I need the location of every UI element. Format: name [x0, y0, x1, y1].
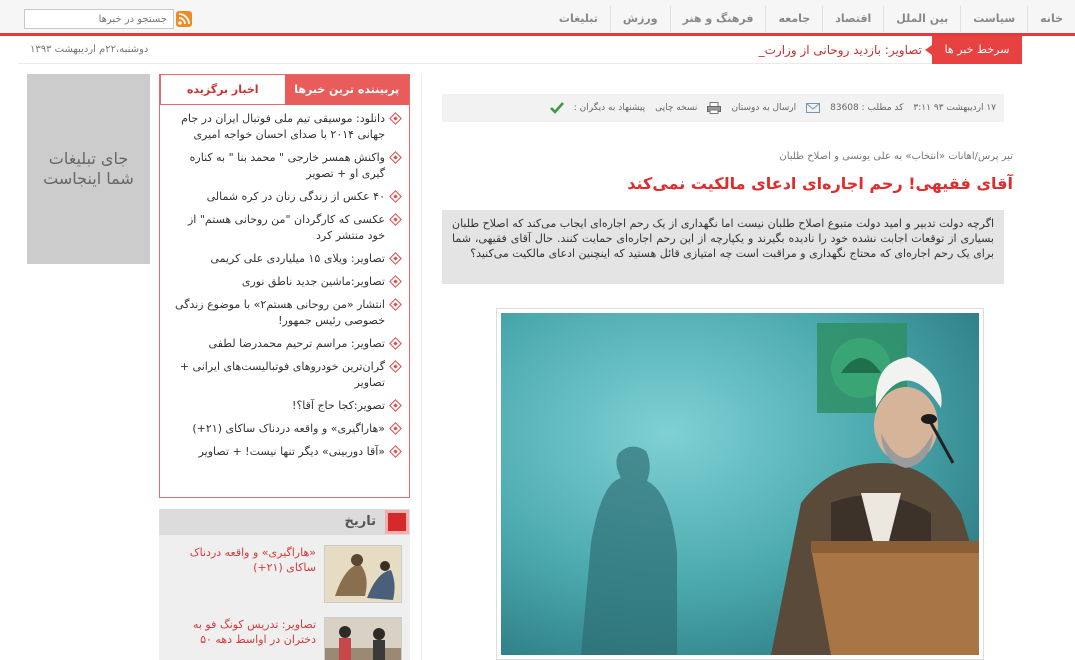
history-item[interactable]	[159, 545, 410, 609]
top-news-box	[159, 74, 410, 498]
list-item[interactable]	[168, 336, 401, 352]
rss-icon[interactable]	[176, 11, 192, 27]
article-code: کد مطلب : 83608	[830, 103, 904, 113]
ticker-headline[interactable]: تصاویر: بازدید روحانی از وزارت_	[758, 43, 922, 57]
news-item-title[interactable]: گران‌ترین خودروهای فوتبالیست‌های ایرانی + تصاویر	[179, 360, 385, 389]
article-datetime: ۱۷ اردیبهشت ۹۳ ۳:۱۱	[913, 103, 996, 113]
list-item[interactable]	[168, 444, 401, 460]
list-item[interactable]	[168, 398, 401, 414]
top-navigation-bar	[0, 0, 1075, 36]
diamond-bullet-icon	[389, 190, 402, 203]
news-item-title[interactable]: دانلود: موسیقی تیم ملی فوتبال ایران در جام جهانی ۲۰۱۴ با صدای احسان خواجه امیری	[181, 112, 385, 141]
nav-item-home[interactable]: خانه	[1027, 6, 1075, 32]
diamond-bullet-icon	[389, 298, 402, 311]
list-item[interactable]	[168, 274, 401, 290]
tab-most-viewed[interactable]: پربیننده ترین خبرها	[285, 75, 410, 105]
print-version-link[interactable]: نسخه چاپی	[655, 103, 698, 113]
main-menu	[547, 6, 1075, 32]
article-meta-bar	[442, 94, 1004, 122]
history-title: تاریخ	[344, 514, 376, 529]
nav-item-economy[interactable]: اقتصاد	[822, 6, 883, 32]
section-square-icon	[385, 510, 409, 534]
ad-placeholder[interactable]	[27, 74, 150, 264]
diamond-bullet-icon	[389, 252, 402, 265]
history-thumbnail[interactable]	[324, 545, 402, 603]
diamond-bullet-icon	[389, 399, 402, 412]
article-photo	[496, 308, 984, 660]
ad-text: جای تبلیغات شما اینجاست	[43, 149, 134, 188]
list-item[interactable]	[168, 359, 401, 391]
history-item[interactable]	[159, 617, 410, 660]
history-item-title[interactable]: تصاویر: تدریس کونگ فو به دختران در اواسط دهه ۵۰	[192, 618, 316, 646]
search-input[interactable]	[24, 9, 174, 29]
current-date: دوشنبه،۲۲م اردیبهشت ۱۳۹۳	[30, 44, 149, 55]
article-main	[421, 74, 1021, 660]
news-item-title[interactable]: «آقا دوربینی» دیگر تنها نیست! + تصاویر	[198, 445, 385, 458]
nav-item-culture[interactable]: فرهنگ و هنر	[670, 6, 766, 32]
news-tabs	[160, 75, 409, 105]
history-box	[159, 509, 410, 660]
checkmark-icon[interactable]	[550, 102, 564, 114]
list-item[interactable]	[168, 111, 401, 143]
history-header	[159, 509, 410, 535]
history-thumbnail[interactable]	[324, 617, 402, 660]
diamond-bullet-icon	[389, 275, 402, 288]
news-item-title[interactable]: ۴۰ عکس از زندگی زنان در کره شمالی	[206, 190, 385, 203]
news-item-title[interactable]: تصاویر:ماشین جدید ناطق نوری	[241, 275, 385, 288]
tab-featured[interactable]: اخبار برگزیده	[160, 75, 285, 105]
news-item-title[interactable]: تصاویر: مراسم ترحیم محمدرضا لطفی	[208, 337, 385, 350]
nav-item-society[interactable]: جامعه	[765, 6, 822, 32]
news-list	[160, 105, 409, 460]
suggest-label: پیشنهاد به دیگران :	[573, 103, 646, 113]
ticker-badge: سرخط خبر ها	[932, 36, 1022, 64]
diamond-bullet-icon	[389, 337, 402, 350]
nav-item-ads[interactable]: تبلیغات	[558, 12, 598, 25]
news-ticker	[18, 36, 1022, 64]
diamond-bullet-icon	[389, 213, 402, 226]
diamond-bullet-icon	[389, 445, 402, 458]
list-item[interactable]	[168, 251, 401, 267]
envelope-icon[interactable]	[806, 102, 820, 114]
nav-item-sports[interactable]: ورزش	[610, 6, 670, 32]
history-item-title[interactable]: «هاراگیری» و واقعه دردناک ساکای (۲۱+)	[189, 546, 316, 574]
printer-icon[interactable]	[707, 102, 721, 114]
article-headline: آقای فقیهی! رحم اجاره‌ای ادعای مالکیت نمی‌کند	[627, 174, 1013, 193]
news-item-title[interactable]: عکسی که کارگردان "من روحانی هستم" از خود منتشر کرد	[188, 213, 385, 242]
diamond-bullet-icon	[389, 112, 402, 125]
send-to-friends-link[interactable]: ارسال به دوستان	[731, 103, 797, 113]
news-item-title[interactable]: تصویر:کجا حاج آقا؟!	[292, 399, 385, 412]
list-item[interactable]	[168, 150, 401, 182]
list-item[interactable]	[168, 212, 401, 244]
breadcrumb[interactable]: تیر پرس/اهانات «انتخاب» به علی یونسی و اصلاح طلبان	[779, 151, 1013, 162]
news-item-title[interactable]: واکنش همسر خارجی " محمد بنا " به کناره گیری او + تصویر	[189, 151, 385, 180]
list-item[interactable]	[168, 189, 401, 205]
list-item[interactable]	[168, 421, 401, 437]
diamond-bullet-icon	[389, 422, 402, 435]
diamond-bullet-icon	[389, 151, 402, 164]
article-lead: اگرچه دولت تدبیر و امید دولت متبوع اصلاح طلبان نیست اما نگهداری از یک رحم اجاره‌ای ایجاب می‌کند که اصلاح طلبان بسیاری از توقعات اجابت نشده خود را نادیده بگیرند و یکپارچه از این رحم اجاره‌ای حمایت کنند. حال آقای فقیهی، شما برای یک رحم اجاره‌ای که محتاج نگهداری و مراقبت است چه امتیازی قائل هستید که اینچنین ادعای مالکیت می‌کنید؟	[442, 210, 1004, 284]
news-item-title[interactable]: تصاویر: ویلای ۱۵ میلیاردی علی کریمی	[210, 252, 385, 265]
news-item-title[interactable]: انتشار «من روحانی هستم۲» با موضوع زندگی خصوصی رئیس جمهور!	[175, 298, 385, 327]
nav-item-international[interactable]: بین الملل	[883, 6, 960, 32]
news-item-title[interactable]: «هاراگیری» و واقعه دردناک ساکای (۲۱+)	[192, 422, 385, 435]
diamond-bullet-icon	[389, 360, 402, 373]
nav-item-politics[interactable]: سیاست	[960, 6, 1027, 32]
list-item[interactable]	[168, 297, 401, 329]
